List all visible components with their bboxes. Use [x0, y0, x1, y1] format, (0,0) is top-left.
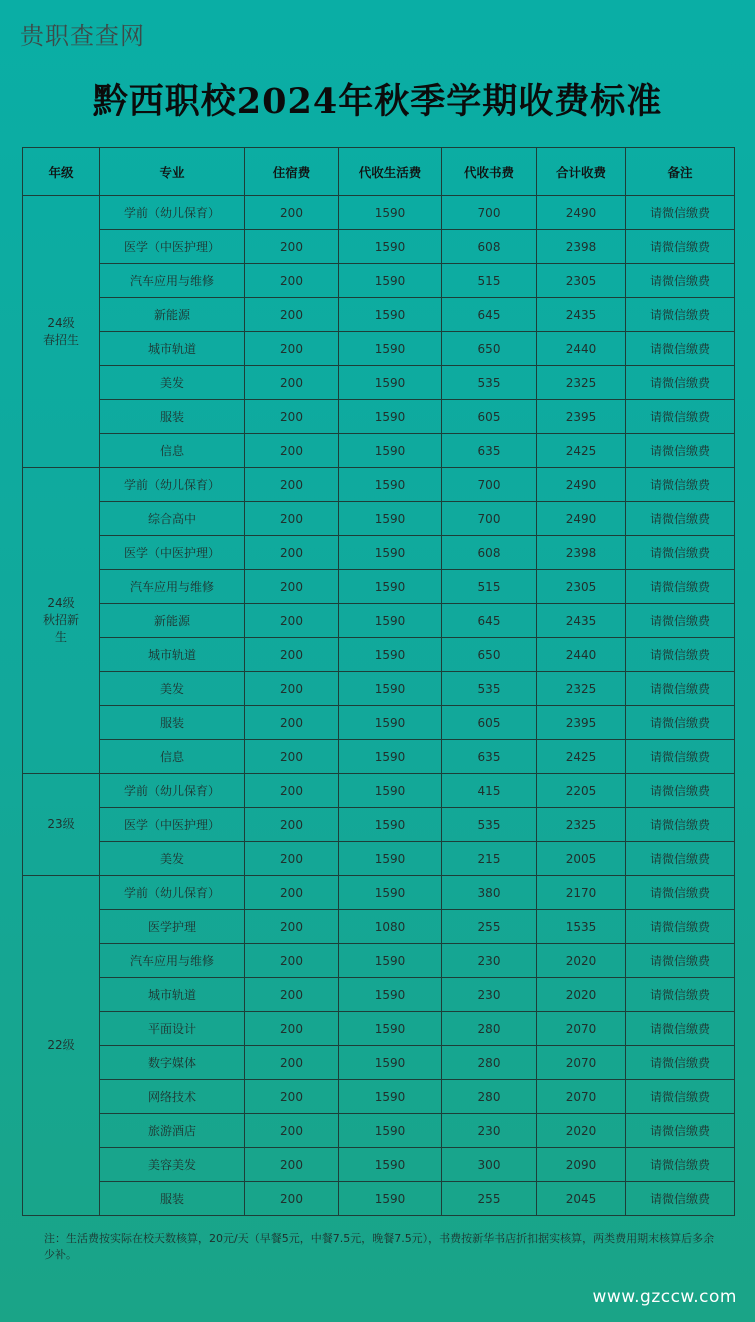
major-cell: 汽车应用与维修: [100, 944, 245, 978]
total-fee-cell: 2020: [537, 978, 626, 1012]
remark-cell: 请微信缴费: [626, 434, 735, 468]
remark-cell: 请微信缴费: [626, 1046, 735, 1080]
total-fee-cell: 2435: [537, 298, 626, 332]
major-cell: 城市轨道: [100, 332, 245, 366]
dorm-fee-cell: 200: [245, 1148, 339, 1182]
table-row: [23, 1182, 735, 1216]
major-cell: 美发: [100, 366, 245, 400]
dorm-fee-cell: 200: [245, 298, 339, 332]
living-fee-cell: 1590: [339, 536, 442, 570]
remark-cell: 请微信缴费: [626, 332, 735, 366]
major-cell: 城市轨道: [100, 638, 245, 672]
table-row: [23, 604, 735, 638]
remark-cell: 请微信缴费: [626, 978, 735, 1012]
book-fee-cell: 635: [442, 434, 537, 468]
living-fee-cell: 1080: [339, 910, 442, 944]
major-cell: 旅游酒店: [100, 1114, 245, 1148]
book-fee-cell: 650: [442, 638, 537, 672]
living-fee-cell: 1590: [339, 468, 442, 502]
remark-cell: 请微信缴费: [626, 740, 735, 774]
table-row: [23, 468, 735, 502]
living-fee-cell: 1590: [339, 1080, 442, 1114]
total-fee-cell: 2440: [537, 332, 626, 366]
table-row: [23, 298, 735, 332]
dorm-fee-cell: 200: [245, 1046, 339, 1080]
dorm-fee-cell: 200: [245, 842, 339, 876]
table-row: [23, 774, 735, 808]
dorm-fee-cell: 200: [245, 978, 339, 1012]
total-fee-cell: 2425: [537, 434, 626, 468]
living-fee-cell: 1590: [339, 1114, 442, 1148]
table-row: [23, 570, 735, 604]
table-row: [23, 434, 735, 468]
remark-cell: 请微信缴费: [626, 808, 735, 842]
total-fee-cell: 2490: [537, 196, 626, 230]
dorm-fee-cell: 200: [245, 536, 339, 570]
remark-cell: 请微信缴费: [626, 400, 735, 434]
living-fee-cell: 1590: [339, 706, 442, 740]
total-fee-cell: 2395: [537, 400, 626, 434]
total-fee-cell: 2070: [537, 1012, 626, 1046]
remark-cell: 请微信缴费: [626, 604, 735, 638]
dorm-fee-cell: 200: [245, 808, 339, 842]
dorm-fee-cell: 200: [245, 502, 339, 536]
grade-cell: [23, 876, 100, 1216]
grade-cell: [23, 196, 100, 468]
dorm-fee-cell: 200: [245, 672, 339, 706]
dorm-fee-cell: 200: [245, 944, 339, 978]
dorm-fee-cell: 200: [245, 400, 339, 434]
living-fee-cell: 1590: [339, 400, 442, 434]
major-cell: 学前（幼儿保育）: [100, 774, 245, 808]
remark-cell: 请微信缴费: [626, 672, 735, 706]
book-fee-cell: 280: [442, 1046, 537, 1080]
table-row: [23, 366, 735, 400]
dorm-fee-cell: 200: [245, 196, 339, 230]
living-fee-cell: 1590: [339, 740, 442, 774]
book-fee-cell: 700: [442, 196, 537, 230]
book-fee-cell: 635: [442, 740, 537, 774]
total-fee-cell: 2005: [537, 842, 626, 876]
fee-table: [22, 147, 735, 1216]
total-fee-cell: 2398: [537, 536, 626, 570]
grade-label-line: 春招生: [42, 332, 79, 347]
table-row: [23, 876, 735, 910]
total-fee-cell: 2170: [537, 876, 626, 910]
book-fee-cell: 280: [442, 1080, 537, 1114]
table-row: [23, 978, 735, 1012]
major-cell: 汽车应用与维修: [100, 264, 245, 298]
total-fee-cell: 2325: [537, 808, 626, 842]
dorm-fee-cell: 200: [245, 876, 339, 910]
total-fee-cell: 2490: [537, 468, 626, 502]
grade-label-line: 22级: [47, 1038, 75, 1052]
living-fee-cell: 1590: [339, 264, 442, 298]
book-fee-cell: 605: [442, 706, 537, 740]
living-fee-cell: 1590: [339, 1046, 442, 1080]
total-fee-cell: 2090: [537, 1148, 626, 1182]
grade-label-line: 24级: [47, 596, 75, 610]
dorm-fee-cell: 200: [245, 1012, 339, 1046]
major-cell: 服装: [100, 400, 245, 434]
book-fee-cell: 535: [442, 672, 537, 706]
header-total-fee: 合计收费: [537, 148, 626, 196]
dorm-fee-cell: 200: [245, 1114, 339, 1148]
total-fee-cell: 2305: [537, 264, 626, 298]
living-fee-cell: 1590: [339, 502, 442, 536]
remark-cell: 请微信缴费: [626, 944, 735, 978]
book-fee-cell: 645: [442, 298, 537, 332]
total-fee-cell: 1535: [537, 910, 626, 944]
remark-cell: 请微信缴费: [626, 468, 735, 502]
book-fee-cell: 515: [442, 570, 537, 604]
major-cell: 新能源: [100, 604, 245, 638]
living-fee-cell: 1590: [339, 366, 442, 400]
grade-label-line: 24级: [47, 315, 75, 330]
total-fee-cell: 2020: [537, 1114, 626, 1148]
dorm-fee-cell: 200: [245, 264, 339, 298]
table-row: [23, 1080, 735, 1114]
living-fee-cell: 1590: [339, 944, 442, 978]
table-row: [23, 1012, 735, 1046]
major-cell: 信息: [100, 740, 245, 774]
dorm-fee-cell: 200: [245, 1080, 339, 1114]
book-fee-cell: 608: [442, 230, 537, 264]
book-fee-cell: 380: [442, 876, 537, 910]
book-fee-cell: 300: [442, 1148, 537, 1182]
living-fee-cell: 1590: [339, 196, 442, 230]
table-row: [23, 332, 735, 366]
total-fee-cell: 2440: [537, 638, 626, 672]
table-row: [23, 672, 735, 706]
book-fee-cell: 650: [442, 332, 537, 366]
table-row: [23, 196, 735, 230]
book-fee-cell: 415: [442, 774, 537, 808]
dorm-fee-cell: 200: [245, 434, 339, 468]
table-row: [23, 1046, 735, 1080]
table-row: [23, 264, 735, 298]
total-fee-cell: 2045: [537, 1182, 626, 1216]
dorm-fee-cell: 200: [245, 740, 339, 774]
site-watermark-bottom: www.gzccw.com: [592, 1287, 737, 1307]
remark-cell: 请微信缴费: [626, 842, 735, 876]
remark-cell: 请微信缴费: [626, 230, 735, 264]
remark-cell: 请微信缴费: [626, 876, 735, 910]
major-cell: 医学护理: [100, 910, 245, 944]
book-fee-cell: 230: [442, 1114, 537, 1148]
dorm-fee-cell: 200: [245, 468, 339, 502]
grade-label-line: 生: [54, 630, 67, 644]
major-cell: 城市轨道: [100, 978, 245, 1012]
major-cell: 学前（幼儿保育）: [100, 468, 245, 502]
remark-cell: 请微信缴费: [626, 638, 735, 672]
living-fee-cell: 1590: [339, 604, 442, 638]
major-cell: 综合高中: [100, 502, 245, 536]
header-living-fee: 代收生活费: [339, 148, 442, 196]
living-fee-cell: 1590: [339, 1012, 442, 1046]
dorm-fee-cell: 200: [245, 230, 339, 264]
table-row: [23, 502, 735, 536]
living-fee-cell: 1590: [339, 332, 442, 366]
total-fee-cell: 2490: [537, 502, 626, 536]
grade-label-line: 23级: [47, 817, 75, 831]
page-title: 黔西职校2024年秋季学期收费标准: [92, 81, 663, 122]
remark-cell: 请微信缴费: [626, 298, 735, 332]
living-fee-cell: 1590: [339, 1148, 442, 1182]
major-cell: 美发: [100, 842, 245, 876]
major-cell: 医学（中医护理）: [100, 230, 245, 264]
table-row: [23, 808, 735, 842]
major-cell: 平面设计: [100, 1012, 245, 1046]
living-fee-cell: 1590: [339, 978, 442, 1012]
dorm-fee-cell: 200: [245, 910, 339, 944]
book-fee-cell: 700: [442, 468, 537, 502]
major-cell: 医学（中医护理）: [100, 808, 245, 842]
remark-cell: 请微信缴费: [626, 366, 735, 400]
total-fee-cell: 2305: [537, 570, 626, 604]
site-watermark-top: 贵职查查网: [20, 22, 145, 50]
living-fee-cell: 1590: [339, 1182, 442, 1216]
major-cell: 新能源: [100, 298, 245, 332]
table-row: [23, 706, 735, 740]
total-fee-cell: 2395: [537, 706, 626, 740]
book-fee-cell: 230: [442, 978, 537, 1012]
book-fee-cell: 255: [442, 910, 537, 944]
remark-cell: 请微信缴费: [626, 910, 735, 944]
table-row: [23, 944, 735, 978]
total-fee-cell: 2070: [537, 1046, 626, 1080]
dorm-fee-cell: 200: [245, 570, 339, 604]
table-row: [23, 910, 735, 944]
living-fee-cell: 1590: [339, 808, 442, 842]
living-fee-cell: 1590: [339, 298, 442, 332]
dorm-fee-cell: 200: [245, 774, 339, 808]
book-fee-cell: 515: [442, 264, 537, 298]
remark-cell: 请微信缴费: [626, 536, 735, 570]
grade-cell: [23, 774, 100, 876]
table-row: [23, 740, 735, 774]
grade-cell: [23, 468, 100, 774]
book-fee-cell: 280: [442, 1012, 537, 1046]
major-cell: 美容美发: [100, 1148, 245, 1182]
table-row: [23, 1114, 735, 1148]
book-fee-cell: 255: [442, 1182, 537, 1216]
living-fee-cell: 1590: [339, 638, 442, 672]
remark-cell: 请微信缴费: [626, 706, 735, 740]
header-dorm-fee: 住宿费: [245, 148, 339, 196]
total-fee-cell: 2425: [537, 740, 626, 774]
total-fee-cell: 2020: [537, 944, 626, 978]
book-fee-cell: 700: [442, 502, 537, 536]
major-cell: 学前（幼儿保育）: [100, 196, 245, 230]
dorm-fee-cell: 200: [245, 366, 339, 400]
grade-label-line: 秋招新: [42, 613, 79, 627]
major-cell: 服装: [100, 706, 245, 740]
remark-cell: 请微信缴费: [626, 1012, 735, 1046]
footnote: 注：生活费按实际在校天数核算，20元/天（早餐5元，中餐7.5元，晚餐7.5元），书费按新华书店折扣据实核算，两类费用期末核算后多余少补。: [44, 1232, 715, 1261]
remark-cell: 请微信缴费: [626, 570, 735, 604]
total-fee-cell: 2398: [537, 230, 626, 264]
dorm-fee-cell: 200: [245, 1182, 339, 1216]
table-row: [23, 842, 735, 876]
major-cell: 数字媒体: [100, 1046, 245, 1080]
dorm-fee-cell: 200: [245, 332, 339, 366]
book-fee-cell: 605: [442, 400, 537, 434]
remark-cell: 请微信缴费: [626, 1182, 735, 1216]
living-fee-cell: 1590: [339, 774, 442, 808]
dorm-fee-cell: 200: [245, 706, 339, 740]
major-cell: 服装: [100, 1182, 245, 1216]
table-row: [23, 536, 735, 570]
major-cell: 网络技术: [100, 1080, 245, 1114]
table-row: [23, 400, 735, 434]
book-fee-cell: 230: [442, 944, 537, 978]
living-fee-cell: 1590: [339, 842, 442, 876]
remark-cell: 请微信缴费: [626, 1148, 735, 1182]
header-remark: 备注: [626, 148, 735, 196]
book-fee-cell: 215: [442, 842, 537, 876]
book-fee-cell: 535: [442, 808, 537, 842]
living-fee-cell: 1590: [339, 570, 442, 604]
table-row: [23, 638, 735, 672]
table-header-row: [23, 148, 735, 196]
table-row: [23, 230, 735, 264]
major-cell: 信息: [100, 434, 245, 468]
remark-cell: 请微信缴费: [626, 1080, 735, 1114]
total-fee-cell: 2070: [537, 1080, 626, 1114]
major-cell: 汽车应用与维修: [100, 570, 245, 604]
header-grade: 年级: [23, 148, 100, 196]
book-fee-cell: 608: [442, 536, 537, 570]
living-fee-cell: 1590: [339, 230, 442, 264]
total-fee-cell: 2435: [537, 604, 626, 638]
living-fee-cell: 1590: [339, 876, 442, 910]
major-cell: 美发: [100, 672, 245, 706]
remark-cell: 请微信缴费: [626, 196, 735, 230]
remark-cell: 请微信缴费: [626, 502, 735, 536]
book-fee-cell: 535: [442, 366, 537, 400]
living-fee-cell: 1590: [339, 434, 442, 468]
remark-cell: 请微信缴费: [626, 264, 735, 298]
major-cell: 学前（幼儿保育）: [100, 876, 245, 910]
living-fee-cell: 1590: [339, 672, 442, 706]
book-fee-cell: 645: [442, 604, 537, 638]
total-fee-cell: 2325: [537, 672, 626, 706]
header-book-fee: 代收书费: [442, 148, 537, 196]
total-fee-cell: 2205: [537, 774, 626, 808]
table-row: [23, 1148, 735, 1182]
header-major: 专业: [100, 148, 245, 196]
dorm-fee-cell: 200: [245, 604, 339, 638]
dorm-fee-cell: 200: [245, 638, 339, 672]
total-fee-cell: 2325: [537, 366, 626, 400]
remark-cell: 请微信缴费: [626, 774, 735, 808]
remark-cell: 请微信缴费: [626, 1114, 735, 1148]
major-cell: 医学（中医护理）: [100, 536, 245, 570]
